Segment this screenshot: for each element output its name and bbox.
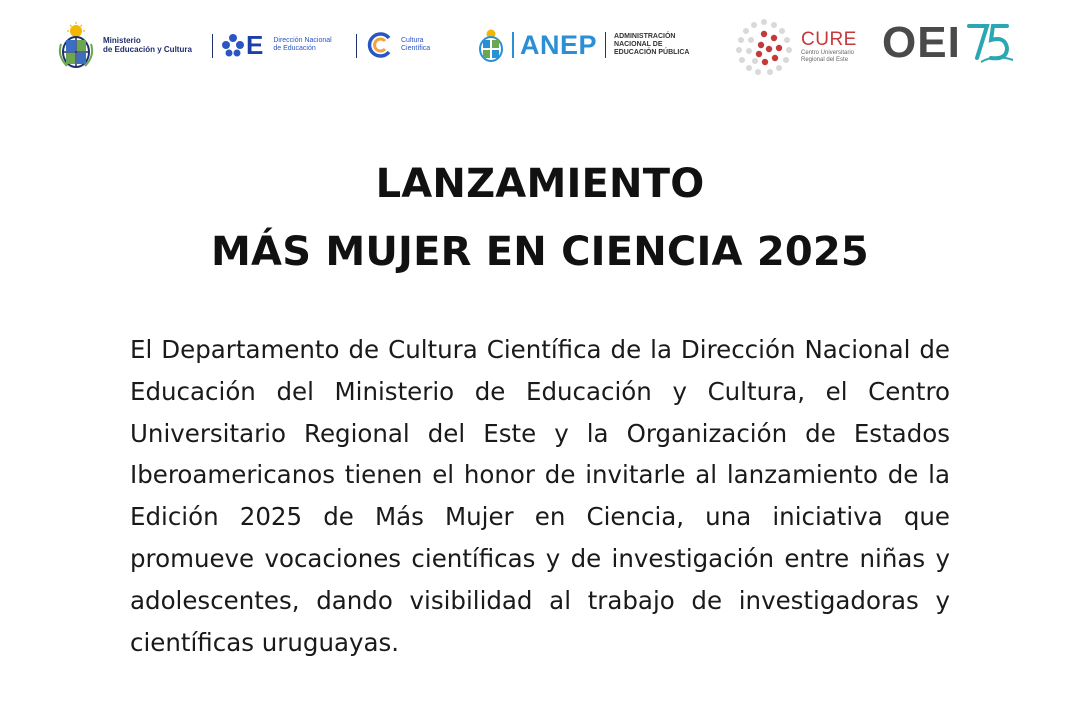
cultura-cientifica-c-icon [367, 32, 393, 58]
anep-label-divider [605, 32, 606, 58]
dne-label: Dirección Nacional de Educación [273, 37, 332, 52]
cultura-cientifica-logo [367, 32, 430, 58]
title-line-2: MÁS MUJER EN CIENCIA 2025 [211, 229, 869, 275]
page-title [0, 150, 1080, 286]
dne-logo [222, 32, 332, 58]
logo-divider [356, 34, 357, 58]
dne-mark: E [246, 30, 264, 60]
cure-logo [735, 18, 857, 76]
cultura-cientifica-label: Cultura Científica [401, 37, 431, 52]
oei-75-anniversary-icon [965, 20, 1015, 66]
anep-divider [512, 32, 514, 58]
cure-dots-icon [735, 18, 793, 76]
oei-logo [882, 20, 1015, 66]
title-line-1: LANZAMIENTO [375, 161, 705, 207]
uruguay-coat-of-arms-icon [55, 22, 97, 70]
oei-wordmark: OEI [882, 18, 961, 67]
dne-flower-icon [222, 33, 244, 57]
mec-label: Ministerio de Educación y Cultura [103, 36, 192, 54]
logo-divider [212, 34, 213, 58]
cure-label: Centro Universitario Regional del Este [801, 49, 855, 63]
mec-logo [55, 22, 192, 70]
logo-strip [0, 0, 1080, 95]
anep-label: ADMINISTRACIÓN NACIONAL DE EDUCACIÓN PÚBLICA [614, 33, 690, 56]
invitation-paragraph: El Departamento de Cultura Científica de la Dirección Nacional de Educación del Ministerio de Educación y Cultura, el Centro Universitario Regional del Este y la Organización de Estados Iberoamericanos tienen el honor de invitarle al lanzamiento de la Edición 2025 de Más Mujer en Ciencia, una iniciativa que promueve vocaciones científicas y de investigación entre niñas y adolescentes, dando visibilidad al trabajo de investigadoras y científicas uruguayas. [130, 335, 950, 657]
anep-wordmark: ANEP [520, 29, 598, 60]
cure-wordmark: CURE [801, 28, 857, 50]
anep-shield-icon [476, 28, 506, 62]
anep-logo [476, 28, 689, 62]
